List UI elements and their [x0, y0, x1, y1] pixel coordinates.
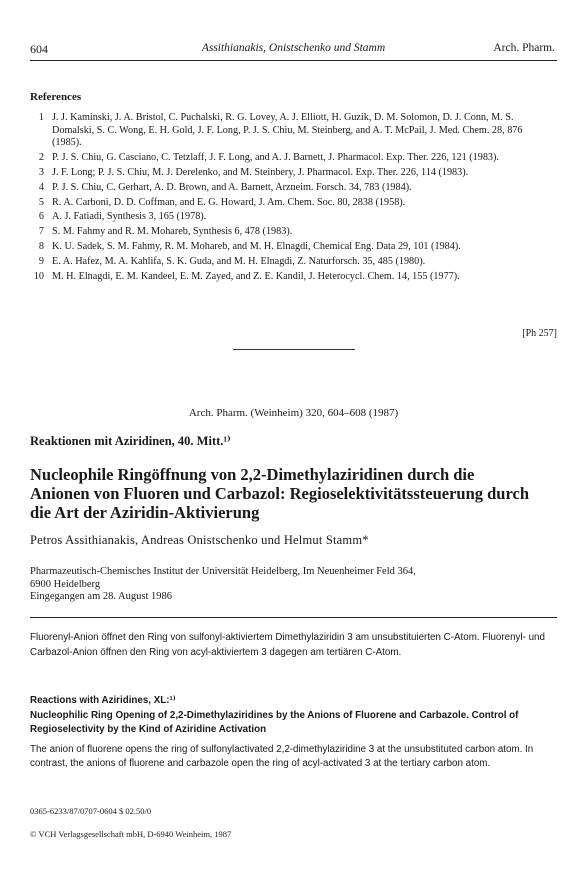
page-number: 604 [30, 42, 48, 56]
abstract-german: Fluorenyl-Anion öffnet den Ring von sulfonyl-aktiviertem Dimethylaziridin 3 am unsubstituierten C-Atom. Fluorenyl- und Carbazol-Anion öffnen den Ring von acyl-aktiviertem 3 dagegen am tertiären C-Atom. [30, 632, 545, 658]
reference-item: 3 J. F. Long; P. J. S. Chiu, M. J. Derelenko, and M. Steinbery, J. Pharmacol. Exp. Ther. 226, 114 (1983). [38, 166, 469, 178]
reference-item: 4 P. J. S. Chiu, C. Gerhart, A. D. Brown, and A. Barnett, Arzneim. Forsch. 34, 783 (1984). [38, 181, 412, 193]
received-date: Eingegangen am 28. August 1986 [30, 591, 173, 602]
running-header-journal: Arch. Pharm. [493, 42, 555, 54]
reference-item: 5 R. A. Carboni, D. D. Coffman, and E. G. Howard, J. Am. Chem. Soc. 80, 2838 (1958). [38, 196, 406, 208]
publication-code: 0365-6233/87/0707-0604 $ 02.50/0 [30, 806, 152, 816]
affiliation-block [30, 566, 550, 604]
journal-citation: Arch. Pharm. (Weinheim) 320, 604–608 (1987) [188, 407, 399, 419]
reference-item: 10 M. H. Elnagdi, E. M. Kandeel, E. M. Zayed, and Z. E. Kandil, J. Heterocycl. Chem. 14, 155 (1977). [33, 271, 460, 283]
reference-item: 1 J. J. Kaminski, J. A. Bristol, C. Puchalski, R. G. Lovey, A. J. Elliott, H. Guzik, D. M. Solomon, D. J. Conn, M. S. Domalski, S. C. Wong, E. H. Gold, J. F. Long, P. J. S. Chiu, M. Steinberg, and A. T. McPail, J. Med. Chem. 28, 876 (1985). [38, 112, 523, 148]
references-list [30, 112, 538, 286]
reference-item: 2 P. J. S. Chiu, G. Casciano, C. Tetzlaff, J. F. Long, and A. J. Barnett, J. Pharmacol. Exp. Ther. 226, 121 (1983). [38, 151, 499, 163]
affiliation-line: Pharmazeutisch-Chemisches Institut der Universität Heidelberg, Im Neuenheimer Feld 364, [30, 566, 416, 577]
reference-item: 9 E. A. Hafez, M. A. Kahlifa, S. K. Guda, and M. H. Elnagdi, Z. Naturforsch. 35, 485 (1980). [38, 256, 426, 268]
running-header-authors: Assithianakis, Onistschenko und Stamm [201, 42, 386, 54]
manuscript-code: [Ph 257] [522, 328, 557, 339]
article-authors: Petros Assithianakis, Andreas Onistschenko und Helmut Stamm* [30, 533, 369, 547]
references-heading: References [30, 91, 82, 103]
english-title: Nucleophilic Ring Opening of 2,2-Dimethylaziridines by the Anions of Fluorene and Carbazole. Control of Regioselectivity by the Kind of Aziridine Activation [30, 710, 519, 735]
header-rule [30, 60, 557, 61]
reference-item: 8 K. U. Sadek, S. M. Fahmy, R. M. Mohareb, and M. H. Elnagdi, Chemical Eng. Data 29, 101 (1984). [38, 241, 461, 253]
affiliation-city: 6900 Heidelberg [30, 578, 101, 590]
reference-item: 7 S. M. Fahmy and R. M. Mohareb, Synthesis 6, 478 (1983). [38, 226, 293, 238]
english-series-title: Reactions with Aziridines, XL:¹⁾ [30, 695, 176, 706]
reference-item: 6 A. J. Fatiadi, Synthesis 3, 165 (1978). [38, 211, 207, 223]
section-divider [233, 349, 355, 350]
series-title: Reaktionen mit Aziridinen, 40. Mitt.¹⁾ [30, 434, 231, 448]
copyright-notice: © VCH Verlagsgesellschaft mbH, D-6940 Weinheim, 1987 [30, 829, 232, 839]
abstract-rule [30, 617, 557, 618]
article-title: Nucleophile Ringöffnung von 2,2-Dimethylaziridinen durch die Anionen von Fluoren und Carbazol: Regioselektivitätssteuerung durch die Art der Aziridin-Aktivierung [30, 465, 530, 522]
abstract-english: The anion of fluorene opens the ring of sulfonylactivated 2,2-dimethylaziridine 3 at the unsubstituted carbon atom. In contrast, the anions of fluorene and carbazole open the ring of acyl-activated 3 at the tertiary carbon atom. [30, 744, 534, 769]
